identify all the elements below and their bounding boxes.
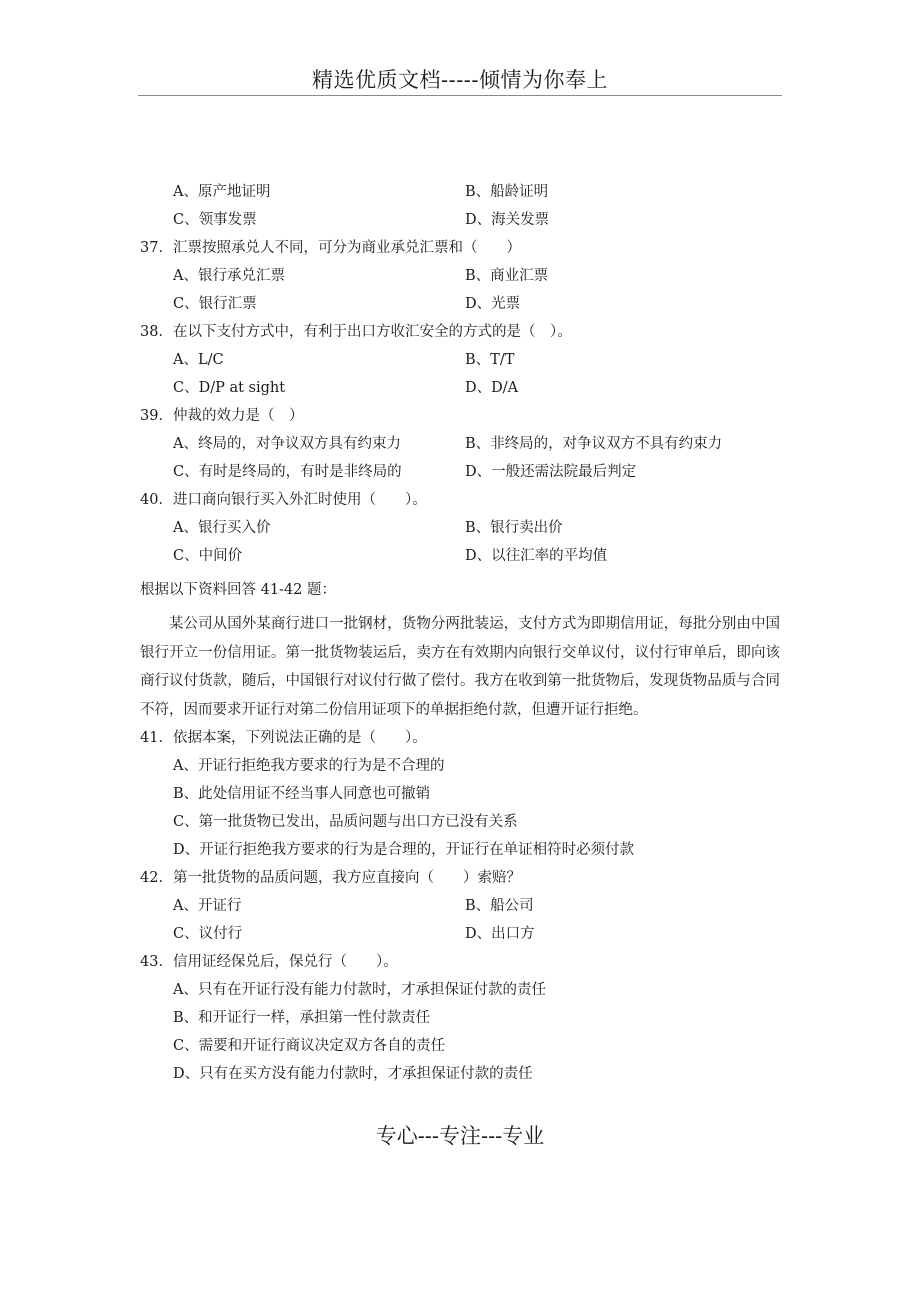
option-a: A、终局的，对争议双方具有约束力: [173, 436, 401, 452]
option-d: D、海关发票: [465, 212, 550, 228]
option-b: B、非终局的，对争议双方不具有约束力: [465, 436, 723, 452]
question-36-continued: [140, 178, 780, 234]
question-stem: 40．进口商向银行买入外汇时使用（ ）。: [140, 492, 427, 508]
option-c: C、领事发票: [173, 212, 257, 228]
question-stem: 39．仲裁的效力是（ ）: [140, 408, 304, 424]
option-c: C、中间价: [173, 548, 243, 564]
option-a: A、原产地证明: [173, 184, 271, 200]
option-row: [140, 346, 780, 374]
question-stem: 37．汇票按照承兑人不同，可分为商业承兑汇票和（ ）: [140, 240, 521, 256]
option-c: C、第一批货物已发出，品质问题与出口方已没有关系: [173, 814, 518, 830]
question-43: [140, 948, 780, 1088]
option-d: D、光票: [465, 296, 521, 312]
option-d: D、D/A: [465, 380, 519, 396]
option-c: C、议付行: [173, 926, 243, 942]
case-intro: 根据以下资料回答 41-42 题：: [140, 582, 337, 598]
option-row: [140, 542, 780, 570]
question-39: [140, 402, 780, 486]
option-row: [140, 458, 780, 486]
option-row: [140, 374, 780, 402]
header-divider: [138, 95, 782, 96]
option-row: [140, 430, 780, 458]
option-d: D、出口方: [465, 926, 535, 942]
question-37: [140, 234, 780, 318]
option-row: [140, 920, 780, 948]
option-b: B、T/T: [465, 352, 515, 368]
question-38: [140, 318, 780, 402]
option-b: B、船龄证明: [465, 184, 549, 200]
option-a: A、开证行拒绝我方要求的行为是不合理的: [173, 758, 445, 774]
option-d: D、开证行拒绝我方要求的行为是合理的，开证行在单证相符时必须付款: [173, 842, 635, 858]
option-d: D、以往汇率的平均值: [465, 548, 608, 564]
option-c: C、D/P at sight: [173, 380, 286, 396]
question-stem: 42．第一批货物的品质问题，我方应直接向（ ）索赔？: [140, 870, 521, 886]
option-b: B、商业汇票: [465, 268, 549, 284]
option-b: B、此处信用证不经当事人同意也可撤销: [173, 786, 431, 802]
question-42: [140, 864, 780, 948]
option-a: A、银行承兑汇票: [173, 268, 285, 284]
option-d: D、只有在买方没有能力付款时，才承担保证付款的责任: [173, 1066, 533, 1082]
page-header: 精选优质文档-----倾情为你奉上: [312, 68, 608, 92]
option-row: [140, 892, 780, 920]
option-row: [140, 178, 780, 206]
page-footer: 专心---专注---专业: [375, 1124, 545, 1148]
case-paragraph: 某公司从国外某商行进口一批钢材，货物分两批装运，支付方式为即期信用证，每批分别由中国银行开立一份信用证。第一批货物装运后，卖方在有效期内向银行交单议付，议付行审单后，即向该商行议付货款，随后，中国银行对议付行做了偿付。我方在收到第一批货物后，发现货物品质与合同不符，因而要求开证行对第二份信用证项下的单据拒绝付款，但遭开证行拒绝。: [140, 616, 780, 718]
option-row: [140, 290, 780, 318]
option-c: C、有时是终局的，有时是非终局的: [173, 464, 402, 480]
option-row: [140, 514, 780, 542]
question-stem: 38．在以下支付方式中，有利于出口方收汇安全的方式的是（ ）。: [140, 324, 572, 340]
option-a: A、银行买入价: [173, 520, 271, 536]
option-c: C、银行汇票: [173, 296, 257, 312]
option-b: B、船公司: [465, 898, 534, 914]
question-stem: 43．信用证经保兑后，保兑行（ ）。: [140, 954, 398, 970]
option-a: A、只有在开证行没有能力付款时，才承担保证付款的责任: [173, 982, 546, 998]
option-d: D、一般还需法院最后判定: [465, 464, 637, 480]
option-a: A、L/C: [173, 352, 224, 368]
option-b: B、银行卖出价: [465, 520, 563, 536]
document-body: [140, 178, 780, 1088]
question-41: [140, 724, 780, 864]
question-40: [140, 486, 780, 570]
option-b: B、和开证行一样，承担第一性付款责任: [173, 1010, 431, 1026]
option-row: [140, 262, 780, 290]
option-c: C、需要和开证行商议决定双方各自的责任: [173, 1038, 446, 1054]
option-row: [140, 206, 780, 234]
option-a: A、开证行: [173, 898, 242, 914]
question-stem: 41．依据本案，下列说法正确的是（ ）。: [140, 730, 427, 746]
